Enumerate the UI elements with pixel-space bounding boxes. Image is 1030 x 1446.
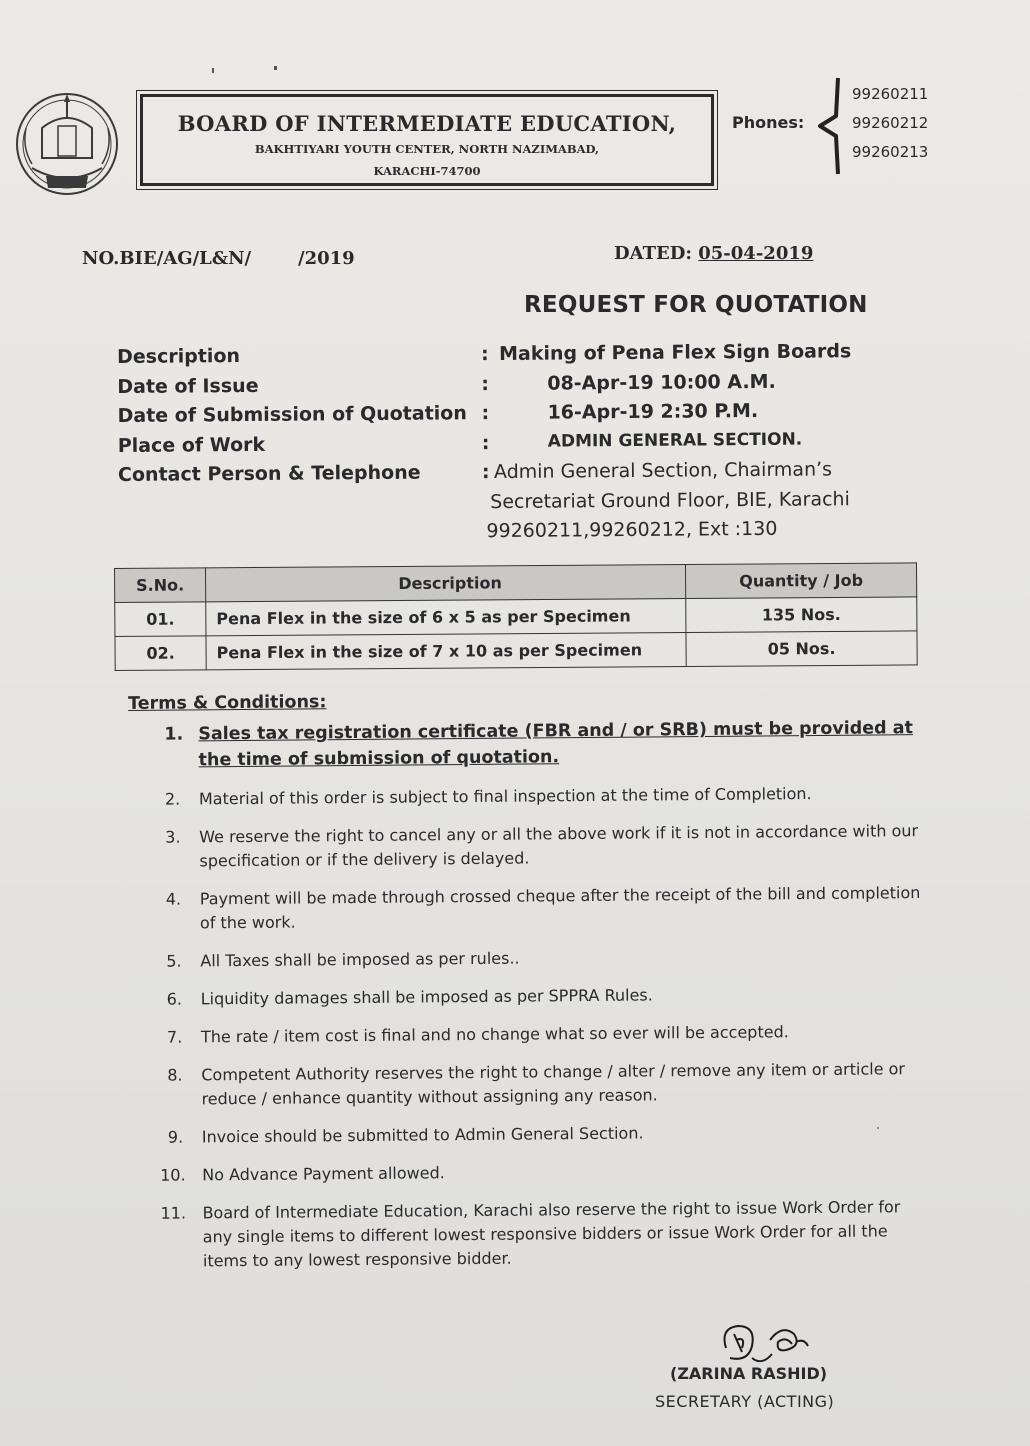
dated-label: DATED:: [614, 243, 692, 264]
term-item: [130, 943, 930, 974]
term-text: Invoice should be submitted to Admin General Section.: [201, 1123, 644, 1147]
term-item: [132, 1157, 932, 1188]
detail-colon: :: [481, 402, 490, 425]
term-text: All Taxes shall be imposed as per rules..: [200, 948, 520, 971]
detail-label: Place of Work: [117, 433, 266, 457]
term-item: [132, 1119, 932, 1150]
cell-description: Pena Flex in the size of 6 x 5 as per Specimen: [206, 599, 686, 636]
cell-sno: 01.: [115, 602, 206, 637]
dated-value: 05-04-2019: [698, 243, 814, 264]
detail-value: 99260211,99260212, Ext :130: [486, 517, 778, 543]
term-number: 9.: [167, 1127, 184, 1147]
term-text: Board of Intermediate Education, Karachi also reserve the right to issue Work Order for any single items to different lowest responsive bidders or issue Work Order for all the items to any lowest responsive bidder.: [202, 1197, 901, 1271]
table-row: [115, 597, 917, 637]
cell-description: Pena Flex in the size of 7 x 10 as per Specimen: [206, 633, 686, 670]
phone-number: 99260211: [852, 85, 929, 103]
column-header-description: Description: [206, 565, 686, 602]
detail-value: 16-Apr-19 2:30 P.M.: [547, 399, 759, 424]
term-number: 5.: [166, 951, 182, 971]
term-item: [131, 1057, 931, 1112]
term-number: 11.: [160, 1203, 187, 1223]
dated-line: [614, 243, 813, 264]
term-text: Payment will be made through crossed cheque after the receipt of the bill and completion of the work.: [199, 883, 921, 933]
detail-colon: :: [481, 372, 490, 395]
address-line-1: BAKHTIYARI YOUTH CENTER, NORTH NAZIMABAD,: [254, 142, 600, 156]
board-seal-logo: [12, 88, 122, 200]
phone-number: 99260212: [852, 114, 929, 132]
phones-label: Phones:: [732, 113, 805, 132]
items-table: [114, 562, 918, 671]
term-item: [130, 881, 930, 936]
term-text: Sales tax registration certificate (FBR and / or SRB) must be provided at the time of submission of quotation.: [198, 718, 913, 771]
letterhead-box: [140, 94, 714, 186]
term-item: [132, 1195, 933, 1274]
term-number: 6.: [166, 989, 183, 1009]
term-number: 4.: [165, 889, 182, 909]
term-number: 3.: [165, 827, 181, 847]
document-title: REQUEST FOR QUOTATION: [524, 292, 868, 318]
term-number: 7.: [166, 1027, 183, 1047]
reference-number: NO.BIE/AG/L&N/: [82, 248, 252, 269]
term-text: Material of this order is subject to final inspection at the time of Completion.: [198, 784, 812, 809]
term-number: 2.: [164, 789, 181, 809]
address-line-2: KARACHI-74700: [373, 164, 481, 178]
term-text: We reserve the right to cancel any or all the above work if it is not in accordance with our specification or if the delivery is delayed.: [199, 821, 919, 871]
detail-value: ADMIN GENERAL SECTION.: [547, 429, 803, 452]
detail-colon: :: [481, 431, 490, 454]
term-item: [128, 715, 928, 774]
signatory-title: SECRETARY (ACTING): [655, 1392, 835, 1411]
detail-value: Making of Pena Flex Sign Boards: [498, 340, 852, 365]
phone-number: 99260213: [852, 143, 929, 161]
detail-value: 08-Apr-19 10:00 A.M.: [547, 370, 776, 395]
term-text: Liquidity damages shall be imposed as per SPPRA Rules.: [200, 985, 653, 1009]
term-text: No Advance Payment allowed.: [202, 1163, 445, 1185]
term-item: [131, 1019, 931, 1050]
term-number: 10.: [160, 1165, 186, 1185]
table-row: [115, 631, 917, 671]
table-header-row: [115, 563, 917, 603]
term-item: [129, 819, 929, 874]
detail-label: Date of Issue: [117, 374, 259, 398]
cell-sno: 02.: [115, 636, 206, 671]
detail-label: Contact Person & Telephone: [117, 461, 421, 486]
signatory-name: (ZARINA RASHID): [670, 1364, 828, 1383]
phone-numbers: [852, 80, 928, 167]
cell-quantity: 05 Nos.: [686, 631, 917, 667]
organization-name: BOARD OF INTERMEDIATE EDUCATION,: [177, 111, 677, 136]
curly-brace-icon: [816, 76, 840, 176]
column-header-sno: S.No.: [115, 568, 206, 603]
reference-year: /2019: [298, 248, 355, 269]
column-header-quantity: Quantity / Job: [685, 563, 916, 599]
detail-colon: :: [481, 461, 490, 484]
terms-title: Terms & Conditions:: [128, 692, 327, 714]
cell-quantity: 135 Nos.: [686, 597, 917, 633]
term-number: 8.: [167, 1065, 183, 1085]
detail-value: Admin General Section, Chairman’s: [493, 458, 833, 484]
term-item: [129, 781, 929, 812]
detail-colon: :: [480, 343, 489, 366]
detail-value: Secretariat Ground Floor, BIE, Karachi: [490, 487, 850, 513]
term-text: Competent Authority reserves the right to change / alter / remove any item or article or reduce / enhance quantity without assigning any reason.: [201, 1059, 906, 1109]
term-number: 1.: [164, 724, 184, 745]
term-item: [131, 981, 931, 1012]
terms-section: [128, 687, 933, 1288]
term-text: The rate / item cost is final and no change what so ever will be accepted.: [200, 1022, 789, 1047]
detail-label: Description: [117, 345, 241, 368]
detail-label: Date of Submission of Quotation: [117, 402, 467, 427]
